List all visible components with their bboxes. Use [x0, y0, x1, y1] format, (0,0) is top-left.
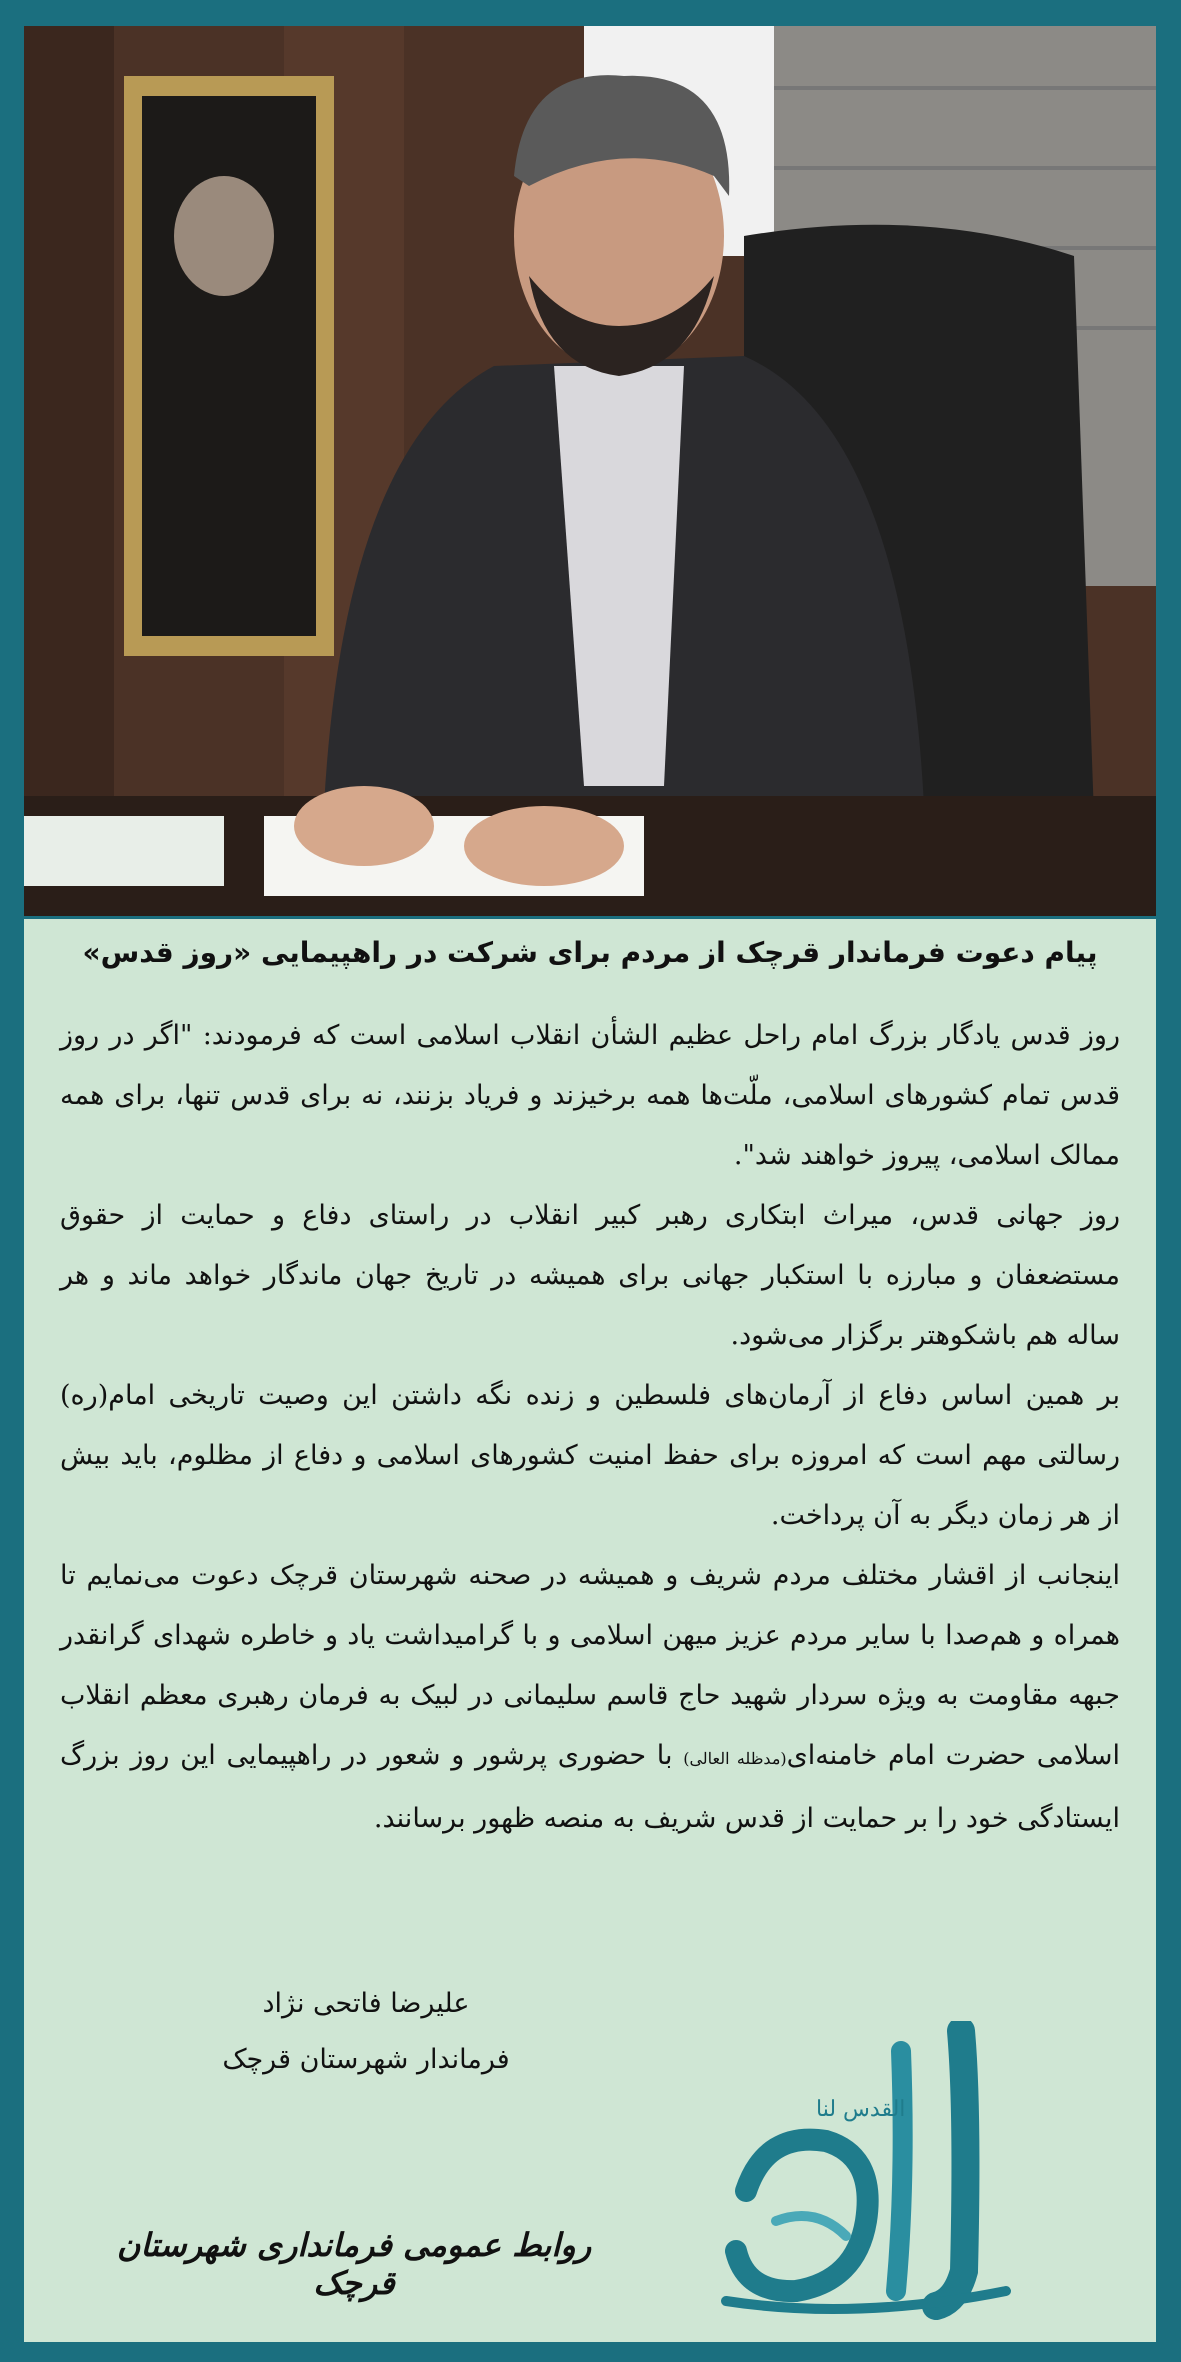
paragraph: روز قدس یادگار بزرگ امام راحل عظیم الشأن انقلاب اسلامی است که فرمودند: "اگر در روز قدس تمام کشورهای اسلامی، ملّت‌ها همه برخیزند و فریاد بزنند، نه برای قدس تنها، برای همه ممالک اسلامی، پیروز خواهند شد".	[60, 1020, 1120, 1171]
poster-frame	[24, 26, 1156, 2342]
paragraph: روز جهانی قدس، میراث ابتکاری رهبر کبیر انقلاب در راستای دفاع و حمایت از حقوق مستضعفان و مبارزه با استکبار جهانی برای همیشه در تاریخ جهان ماندگار خواهد ماند و هر ساله هم باشکوهتر برگزار می‌شود.	[60, 1200, 1120, 1351]
honorific-note: (مدظله العالی)	[683, 1749, 787, 1768]
paragraph	[60, 1546, 1120, 1849]
signatory-role: فرماندار شهرستان قرچک	[222, 2044, 510, 2075]
public-relations-footer: روابط عمومی فرمانداری شهرستان قرچک	[116, 2226, 592, 2302]
paragraph-text: اینجانب از اقشار مختلف مردم شریف و همیشه در صحنه شهرستان قرچک دعوت می‌نمایم تا همراه و هم‌صدا با سایر مردم عزیز میهن اسلامی و با گرامیداشت یاد و خاطره شهدای گرانقدر جبهه مقاومت به ویژه سردار شهید حاج قاسم سلیمانی در لبیک به فرمان رهبری معظم انقلاب اسلامی حضرت امام خامنه‌ای	[60, 1560, 1120, 1771]
quds-calligraphy-logo	[706, 2021, 1046, 2321]
signature-block	[206, 1976, 526, 2088]
announcement-title: پیام دعوت فرماندار قرچک از مردم برای شرکت در راهپیمایی «روز قدس»	[82, 936, 1098, 969]
paragraph: بر همین اساس دفاع از آرمان‌های فلسطین و زنده نگه داشتن این وصیت تاریخی امام(ره) رسالتی مهم است که امروزه برای حفظ امنیت کشورهای اسلامی و دفاع از مظلوم، باید بیش از هر زمان دیگر به آن پرداخت.	[60, 1380, 1120, 1531]
announcement-body	[60, 1006, 1120, 1849]
logo-text: القدس لنا	[816, 2097, 906, 2122]
governor-photo	[24, 26, 1156, 919]
signatory-name: علیرضا فاتحی نژاد	[262, 1988, 470, 2019]
paragraph-text: با حضوری پرشور و شعور در راهپیمایی این روز بزرگ ایستادگی خود را بر حمایت از قدس شریف به منصه ظهور برسانند.	[60, 1740, 1120, 1834]
